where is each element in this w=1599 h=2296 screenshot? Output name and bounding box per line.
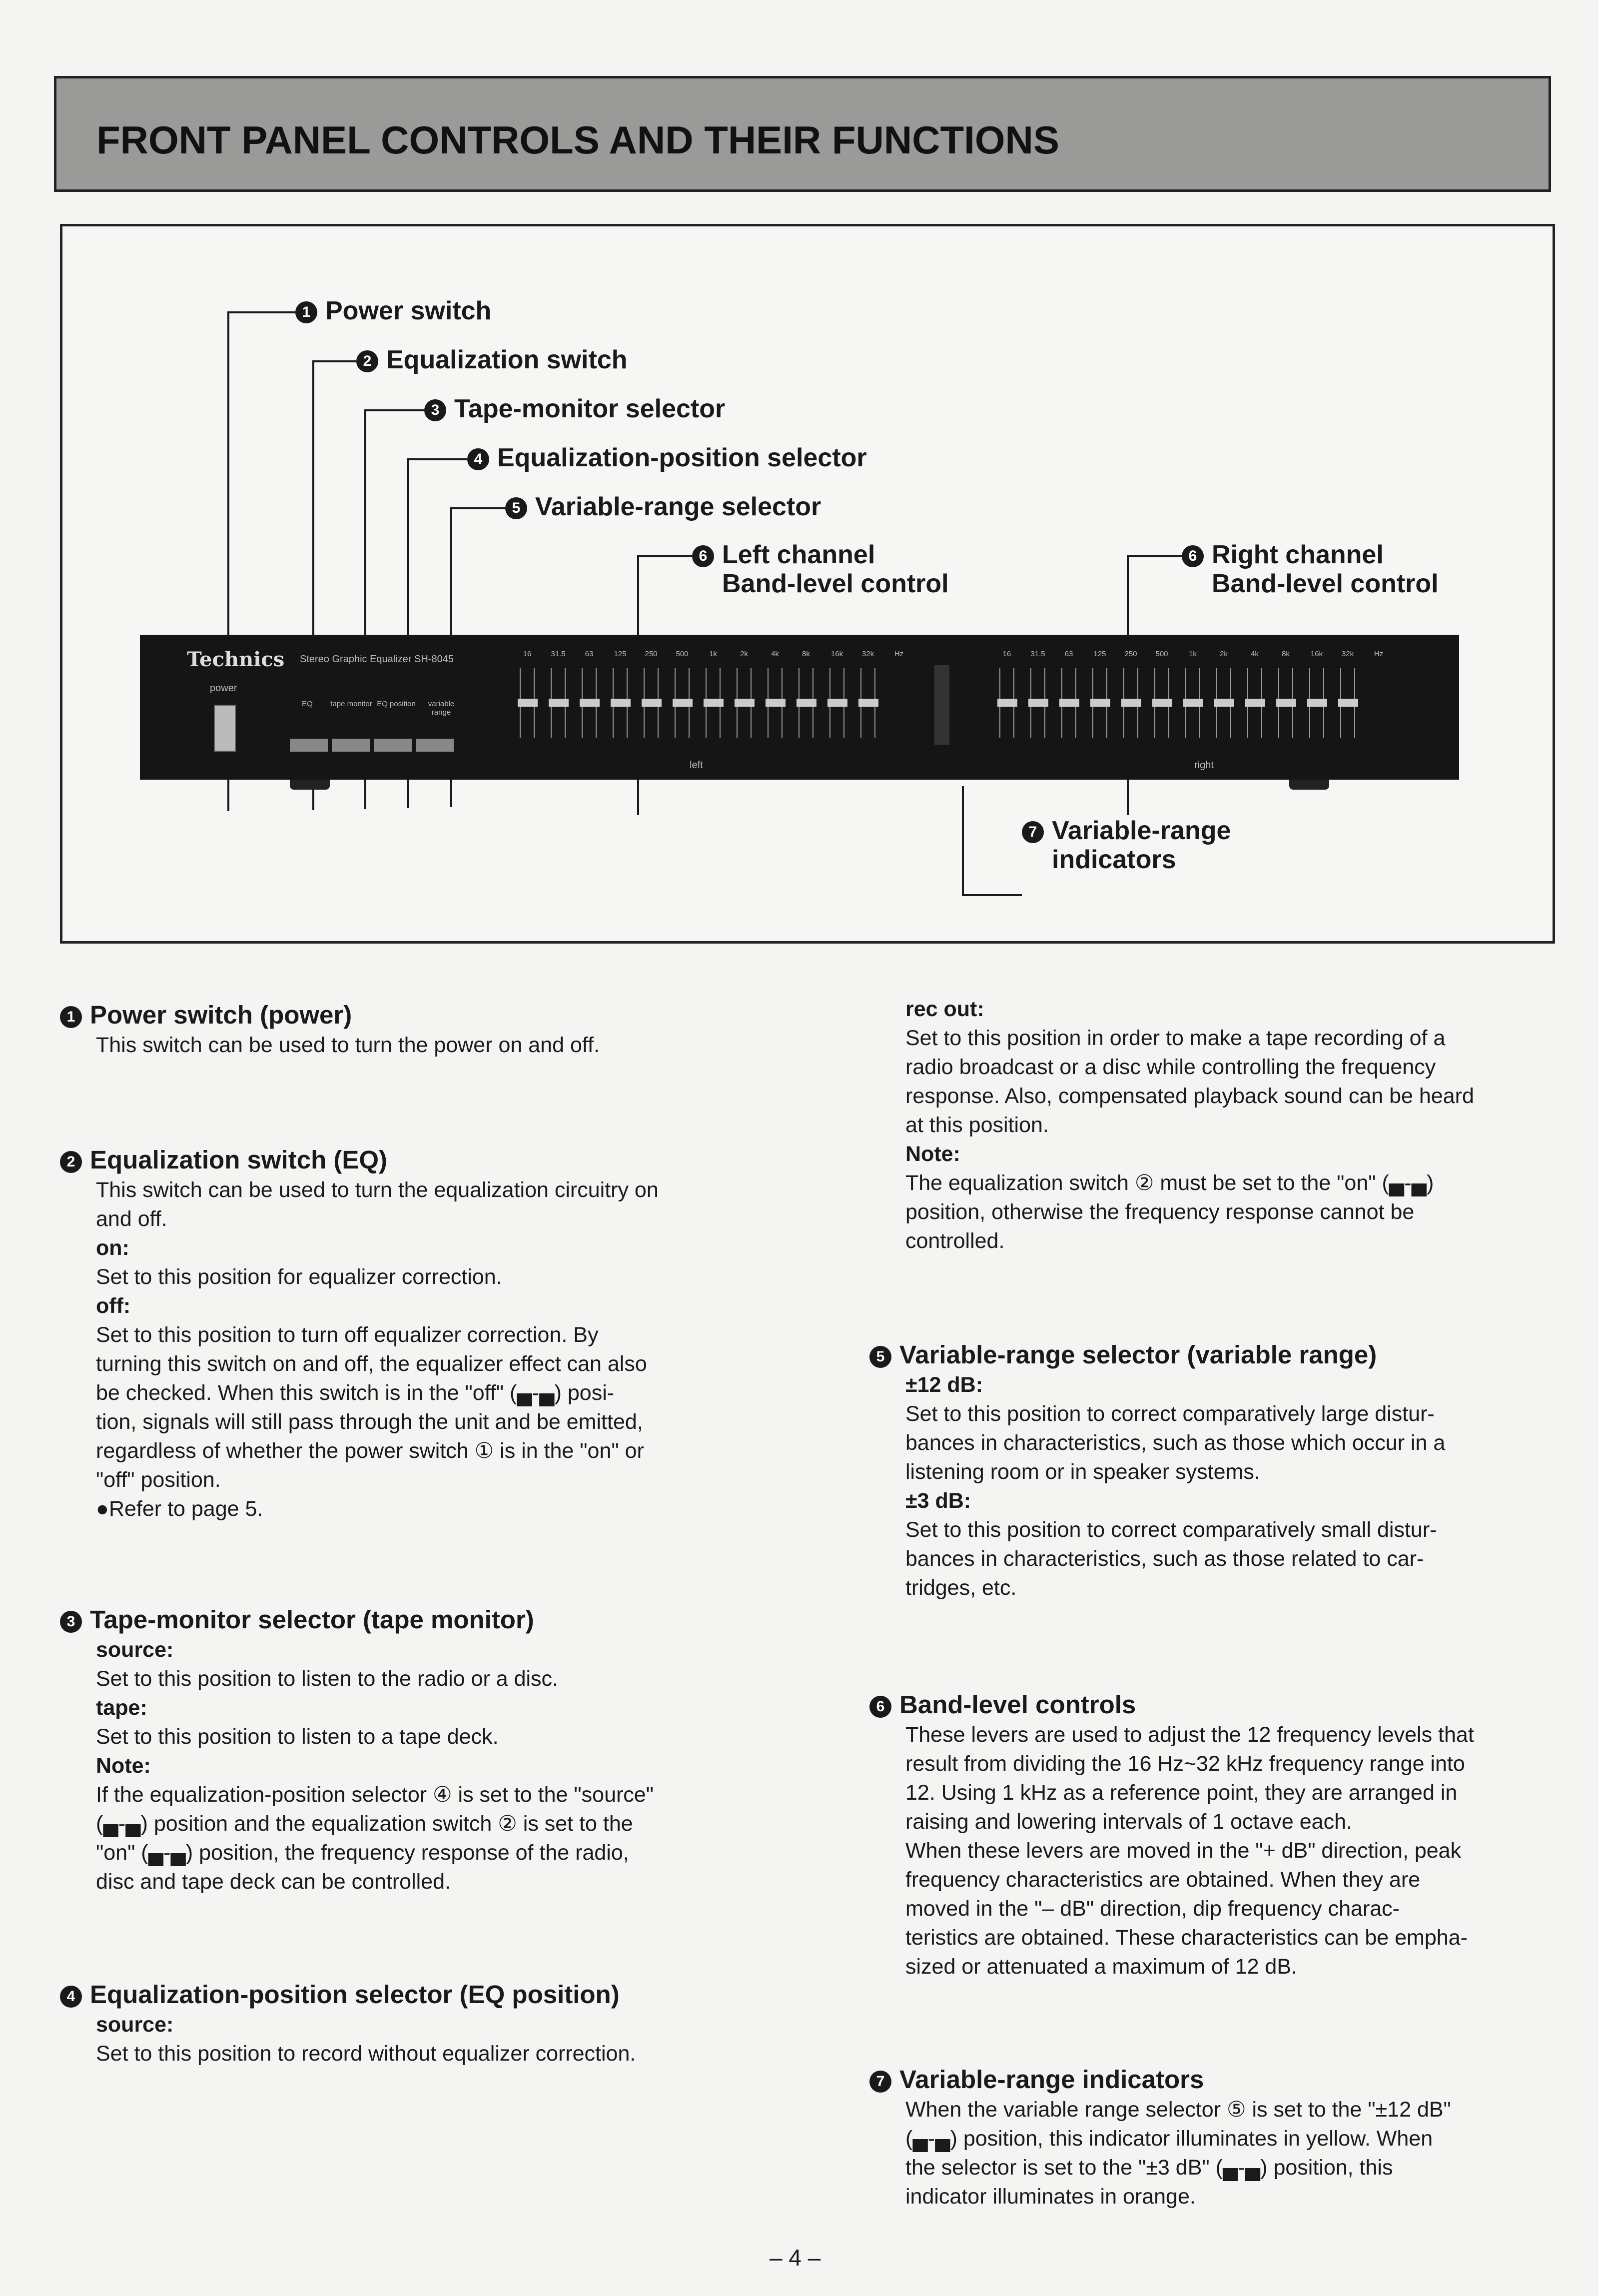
section-title — [60, 1979, 760, 2010]
variable-range-button[interactable] — [416, 739, 454, 752]
frequency-label: 16 — [523, 650, 532, 658]
frequency-label: 63 — [1064, 650, 1073, 658]
band-level-slider[interactable] — [1092, 668, 1107, 738]
body-line: ●Refer to page 5. — [96, 1497, 263, 1521]
band-level-slider[interactable] — [1216, 668, 1231, 738]
device-foot — [1289, 780, 1329, 790]
section-body — [905, 1370, 1549, 1602]
band-level-slider[interactable] — [582, 668, 597, 738]
power-switch[interactable] — [214, 705, 236, 752]
leader-line — [227, 311, 295, 313]
brand-logo: Technics — [187, 648, 285, 671]
frequency-label: Hz — [894, 650, 904, 658]
body-line: Set to this position to listen to the radio or a disc. — [96, 1667, 559, 1691]
body-subhead: rec out: — [905, 997, 984, 1021]
button-label: tape monitor — [330, 700, 372, 708]
right-label: right — [1194, 760, 1214, 771]
leader-line — [962, 786, 964, 896]
frequency-label: 8k — [802, 650, 810, 658]
tape-monitor-button[interactable] — [332, 739, 370, 752]
body-line: be checked. When this switch is in the "off" (▄-▄) posi- — [96, 1381, 615, 1405]
section-body — [905, 2095, 1549, 2211]
device-foot — [290, 780, 330, 790]
body-line: moved in the "– dB" direction, dip frequency charac- — [905, 1897, 1400, 1921]
section-title-text: Power switch (power) — [90, 1001, 352, 1029]
section-title — [60, 1604, 760, 1635]
section-number: 4 — [60, 1986, 82, 2008]
body-line: bances in characteristics, such as those which occur in a — [905, 1431, 1446, 1455]
equalizer-device — [140, 635, 1459, 780]
body-line: at this position. — [905, 1113, 1049, 1137]
band-level-slider[interactable] — [1247, 668, 1262, 738]
section-body — [905, 995, 1549, 1255]
body-line: (▄-▄) position and the equalization switch ② is set to the — [96, 1812, 633, 1836]
body-subhead: on: — [96, 1236, 129, 1260]
section-equalization-switch — [60, 1145, 760, 1523]
button-label: variable range — [428, 700, 455, 717]
model-label: Stereo Graphic Equalizer SH-8045 — [300, 654, 454, 665]
body-line: Set to this position to correct comparatively small distur- — [905, 1518, 1437, 1542]
section-tape-monitor — [60, 1604, 760, 1896]
frequency-label: 16 — [1002, 650, 1011, 658]
section-title — [60, 1145, 760, 1175]
band-level-slider[interactable] — [520, 668, 535, 738]
body-line: the selector is set to the "±3 dB" (▄-▄) position, this — [905, 2156, 1393, 2180]
frequency-label: 16k — [830, 650, 843, 658]
button-label: EQ position — [377, 700, 416, 708]
body-line: indicator illuminates in orange. — [905, 2185, 1196, 2209]
frequency-label: 250 — [1124, 650, 1137, 658]
body-subhead: ±12 dB: — [905, 1373, 983, 1397]
body-line: This switch can be used to turn the power on and off. — [96, 1033, 600, 1057]
callout-number: 5 — [505, 497, 527, 519]
body-line: When these levers are moved in the "+ dB" direction, peak — [905, 1839, 1462, 1863]
callout-label: Right channel — [1212, 540, 1384, 569]
callout-equalization-switch — [356, 345, 628, 374]
section-number: 7 — [869, 2071, 891, 2093]
body-line: The equalization switch ② must be set to the "on" (▄-▄) — [905, 1171, 1434, 1195]
band-level-slider[interactable] — [1030, 668, 1045, 738]
callout-number: 3 — [424, 399, 446, 421]
callout-power-switch — [295, 296, 491, 325]
body-line: Set to this position to turn off equalizer correction. By — [96, 1323, 599, 1347]
page-number: – 4 – — [770, 2245, 821, 2271]
variable-range-indicators — [934, 665, 949, 745]
section-body — [96, 1635, 760, 1896]
body-line: listening room or in speaker systems. — [905, 1460, 1260, 1484]
band-level-slider[interactable] — [644, 668, 659, 738]
section-number: 1 — [60, 1006, 82, 1028]
body-line: raising and lowering intervals of 1 octave each. — [905, 1810, 1352, 1834]
left-label: left — [690, 760, 703, 771]
eq-position-button[interactable] — [374, 739, 412, 752]
band-level-slider[interactable] — [860, 668, 875, 738]
frequency-label: 8k — [1282, 650, 1290, 658]
callout-number: 4 — [467, 448, 489, 470]
callout-number: 6 — [692, 545, 714, 567]
body-line: Set to this position to record without equalizer correction. — [96, 2042, 636, 2066]
band-level-slider[interactable] — [551, 668, 566, 738]
section-title-text: Band-level controls — [899, 1690, 1136, 1719]
leader-line — [450, 507, 505, 509]
band-level-slider[interactable] — [1123, 668, 1138, 738]
callout-label: Power switch — [325, 296, 492, 325]
section-number: 3 — [60, 1611, 82, 1633]
body-line: result from dividing the 16 Hz~32 kHz frequency range into — [905, 1752, 1465, 1776]
section-title — [60, 1000, 760, 1031]
body-subhead: tape: — [96, 1696, 147, 1720]
body-line: Set to this position in order to make a tape recording of a — [905, 1026, 1446, 1050]
body-line: regardless of whether the power switch ① is in the "on" or — [96, 1439, 644, 1463]
callout-label: Variable-range selector — [535, 492, 821, 521]
frequency-label: 63 — [585, 650, 594, 658]
frequency-label: 125 — [1093, 650, 1106, 658]
section-body — [96, 1031, 760, 1060]
eq-switch[interactable] — [290, 739, 328, 752]
body-line: teristics are obtained. These characteristics can be empha- — [905, 1926, 1468, 1950]
section-power-switch — [60, 1000, 760, 1060]
body-line: "off" position. — [96, 1468, 221, 1492]
body-subhead: source: — [96, 1638, 174, 1662]
body-line: sized or attenuated a maximum of 12 dB. — [905, 1955, 1297, 1979]
body-line: These levers are used to adjust the 12 frequency levels that — [905, 1723, 1474, 1747]
leader-line — [312, 360, 356, 362]
frequency-label: 500 — [1155, 650, 1168, 658]
body-line: and off. — [96, 1207, 167, 1231]
section-rec-out — [869, 995, 1549, 1255]
callout-label: Variable-range — [1052, 816, 1231, 845]
body-line: radio broadcast or a disc while controlling the frequency — [905, 1055, 1436, 1079]
body-line: turning this switch on and off, the equalizer effect can also — [96, 1352, 647, 1376]
band-level-slider[interactable] — [829, 668, 844, 738]
callout-variable-range — [505, 492, 821, 521]
leader-line — [364, 409, 424, 411]
body-line: frequency characteristics are obtained. When they are — [905, 1868, 1421, 1892]
section-indicators — [869, 2064, 1549, 2211]
frequency-label: 4k — [771, 650, 779, 658]
body-line: tion, signals will still pass through the unit and be emitted, — [96, 1410, 643, 1434]
section-body — [96, 2010, 760, 2068]
section-number: 2 — [60, 1151, 82, 1173]
body-line: "on" (▄-▄) position, the frequency response of the radio, — [96, 1841, 629, 1865]
frequency-label: 2k — [740, 650, 748, 658]
frequency-label: 31.5 — [551, 650, 566, 658]
frequency-label: 31.5 — [1030, 650, 1045, 658]
frequency-label: 16k — [1310, 650, 1323, 658]
body-line: 12. Using 1 kHz as a reference point, they are arranged in — [905, 1781, 1458, 1805]
page-title: FRONT PANEL CONTROLS AND THEIR FUNCTIONS — [96, 118, 1059, 162]
band-level-slider[interactable] — [675, 668, 690, 738]
body-line: Set to this position to correct comparatively large distur- — [905, 1402, 1435, 1426]
band-level-slider[interactable] — [706, 668, 721, 738]
body-line: Set to this position to listen to a tape deck. — [96, 1725, 499, 1749]
leader-line — [1127, 555, 1182, 557]
band-level-slider[interactable] — [1154, 668, 1169, 738]
band-level-slider[interactable] — [1309, 668, 1324, 738]
frequency-label: 500 — [676, 650, 689, 658]
frequency-label: 4k — [1251, 650, 1259, 658]
leader-line — [637, 555, 692, 557]
callout-number: 1 — [295, 301, 317, 323]
button-label: EQ — [302, 700, 313, 708]
band-level-slider[interactable] — [1185, 668, 1200, 738]
body-line: When the variable range selector ⑤ is set to the "±12 dB" — [905, 2098, 1451, 2122]
frequency-label: 32k — [861, 650, 874, 658]
frequency-label: 32k — [1341, 650, 1354, 658]
band-level-slider[interactable] — [1061, 668, 1076, 738]
section-title — [869, 2064, 1549, 2095]
power-label: power — [210, 683, 237, 694]
band-level-slider[interactable] — [613, 668, 628, 738]
front-panel-figure — [60, 224, 1555, 944]
section-title-text: Variable-range indicators — [899, 2065, 1204, 2094]
section-title — [869, 1689, 1549, 1720]
body-line: This switch can be used to turn the equalization circuitry on — [96, 1178, 659, 1202]
body-line: If the equalization-position selector ④ is set to the "source" — [96, 1783, 654, 1807]
body-line: response. Also, compensated playback sound can be heard — [905, 1084, 1474, 1108]
frequency-label: 250 — [645, 650, 658, 658]
frequency-label: 1k — [709, 650, 717, 658]
callout-label: Left channel — [722, 540, 875, 569]
body-line: (▄-▄) position, this indicator illuminates in yellow. When — [905, 2127, 1433, 2151]
section-variable-range — [869, 1339, 1549, 1602]
section-body — [905, 1720, 1549, 1981]
left-band-sliders — [520, 668, 889, 738]
section-title-text: Variable-range selector (variable range) — [899, 1340, 1377, 1369]
section-number: 6 — [869, 1696, 891, 1718]
callout-indicators — [1022, 816, 1231, 874]
body-line: bances in characteristics, such as those related to car- — [905, 1547, 1424, 1571]
callout-number: 6 — [1182, 545, 1204, 567]
band-level-slider[interactable] — [999, 668, 1014, 738]
body-subhead: Note: — [905, 1142, 960, 1166]
leader-line — [407, 458, 467, 460]
callout-label: Equalization switch — [386, 345, 628, 374]
section-number: 5 — [869, 1346, 891, 1368]
callout-label: Tape-monitor selector — [454, 394, 726, 423]
section-title-text: Equalization switch (EQ) — [90, 1146, 388, 1174]
frequency-label: 125 — [614, 650, 627, 658]
callout-right-channel — [1182, 540, 1439, 598]
callout-eq-position — [467, 443, 867, 472]
band-level-slider[interactable] — [768, 668, 783, 738]
band-level-slider[interactable] — [1340, 668, 1355, 738]
callout-left-channel — [692, 540, 949, 598]
body-line: disc and tape deck can be controlled. — [96, 1870, 451, 1894]
callout-tape-monitor — [424, 394, 725, 423]
body-subhead: ±3 dB: — [905, 1489, 971, 1513]
frequency-label: Hz — [1374, 650, 1384, 658]
callout-number: 2 — [356, 350, 378, 372]
section-title — [869, 1339, 1549, 1370]
body-line: position, otherwise the frequency response cannot be — [905, 1200, 1415, 1224]
callout-label: Equalization-position selector — [497, 443, 867, 472]
page-header — [54, 76, 1551, 192]
body-subhead: source: — [96, 2013, 174, 2037]
callout-label: Band-level control — [722, 569, 949, 598]
section-body — [96, 1175, 760, 1523]
band-level-slider[interactable] — [799, 668, 813, 738]
body-subhead: Note: — [96, 1754, 151, 1778]
section-band-level — [869, 1689, 1549, 1981]
body-subhead: off: — [96, 1294, 131, 1318]
section-title-text: Equalization-position selector (EQ position) — [90, 1980, 620, 2009]
section-eq-position — [60, 1979, 760, 2068]
callout-label: Band-level control — [1212, 569, 1439, 598]
frequency-label: 1k — [1189, 650, 1197, 658]
callout-number: 7 — [1022, 821, 1044, 843]
right-band-sliders — [999, 668, 1369, 738]
body-line: tridges, etc. — [905, 1576, 1017, 1600]
callout-label: indicators — [1052, 845, 1176, 874]
body-line: Set to this position for equalizer correction. — [96, 1265, 502, 1289]
frequency-label: 2k — [1220, 650, 1228, 658]
leader-line — [962, 894, 1022, 896]
band-level-slider[interactable] — [1278, 668, 1293, 738]
section-title-text: Tape-monitor selector (tape monitor) — [90, 1605, 534, 1634]
body-line: controlled. — [905, 1229, 1005, 1253]
band-level-slider[interactable] — [737, 668, 752, 738]
